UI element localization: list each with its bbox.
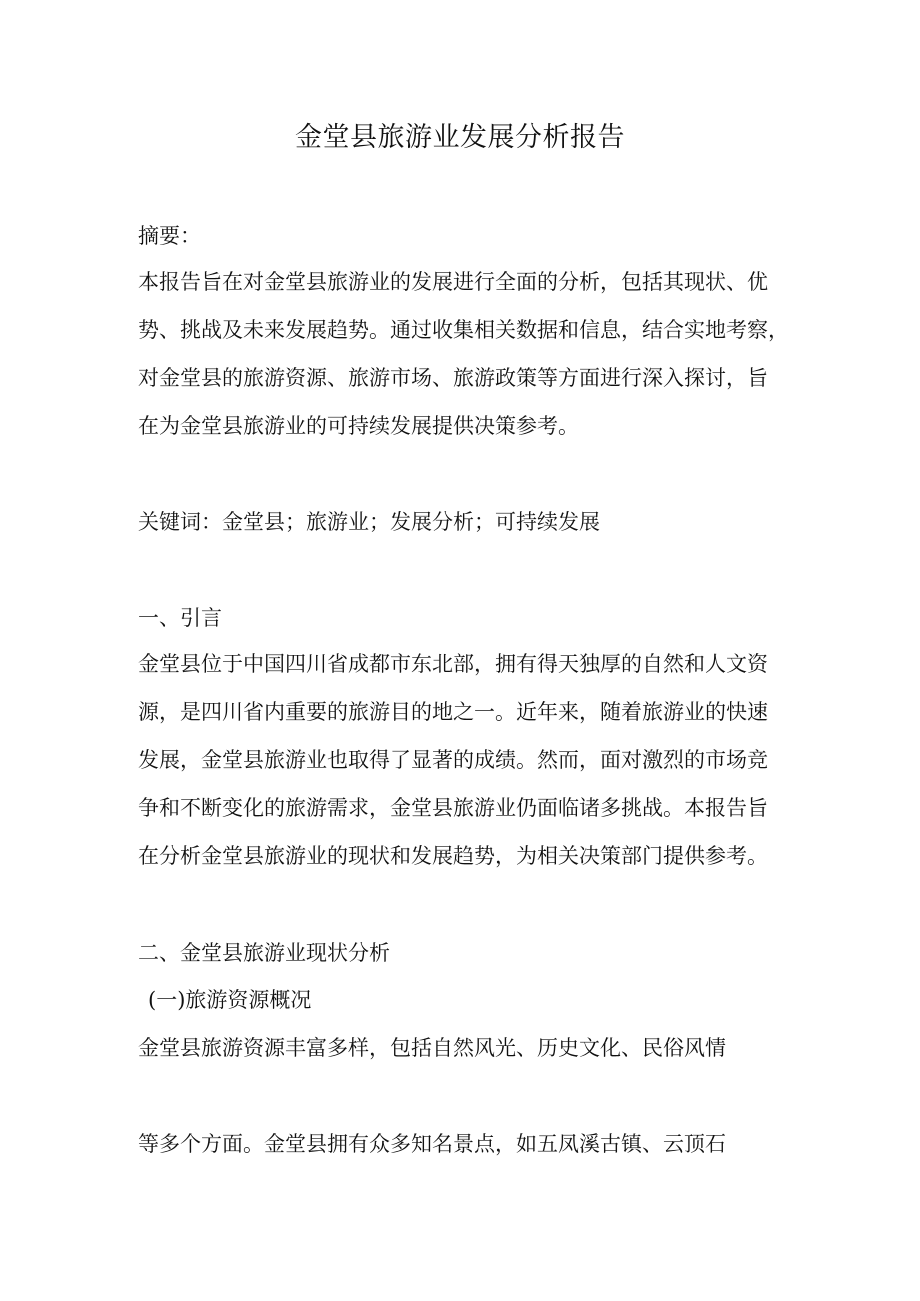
abstract-paragraph — [138, 258, 798, 450]
document-title: 金堂县旅游业发展分析报告 — [295, 122, 625, 153]
abstract-line: 在为金堂县旅游业的可持续发展提供决策参考。 — [138, 414, 579, 438]
section-heading-introduction: 一、引言 — [138, 606, 222, 630]
resources-paragraph-line: 等多个方面。金堂县拥有众多知名景点，如五凤溪古镇、云顶石 — [138, 1132, 726, 1156]
introduction-line: 源，是四川省内重要的旅游目的地之一。近年来，随着旅游业的快速 — [138, 700, 768, 724]
section-heading-current-status: 二、金堂县旅游业现状分析 — [138, 941, 390, 965]
abstract-label: 摘要： — [138, 224, 201, 248]
introduction-paragraph — [138, 640, 798, 880]
abstract-line: 本报告旨在对金堂县旅游业的发展进行全面的分析，包括其现状、优 — [138, 270, 768, 294]
introduction-line: 在分析金堂县旅游业的现状和发展趋势，为相关决策部门提供参考。 — [138, 844, 768, 868]
subsection-heading-resources: (一)旅游资源概况 — [148, 988, 312, 1012]
abstract-line: 势、挑战及未来发展趋势。通过收集相关数据和信息，结合实地考察， — [138, 318, 789, 342]
introduction-line: 争和不断变化的旅游需求，金堂县旅游业仍面临诸多挑战。本报告旨 — [138, 796, 768, 820]
keywords-line: 关键词：金堂县；旅游业；发展分析；可持续发展 — [138, 510, 600, 534]
abstract-line: 对金堂县的旅游资源、旅游市场、旅游政策等方面进行深入探讨，旨 — [138, 366, 768, 390]
introduction-line: 发展，金堂县旅游业也取得了显著的成绩。然而，面对激烈的市场竞 — [138, 748, 768, 772]
introduction-line: 金堂县位于中国四川省成都市东北部，拥有得天独厚的自然和人文资 — [138, 652, 768, 676]
resources-paragraph-line: 金堂县旅游资源丰富多样，包括自然风光、历史文化、民俗风情 — [138, 1036, 726, 1060]
